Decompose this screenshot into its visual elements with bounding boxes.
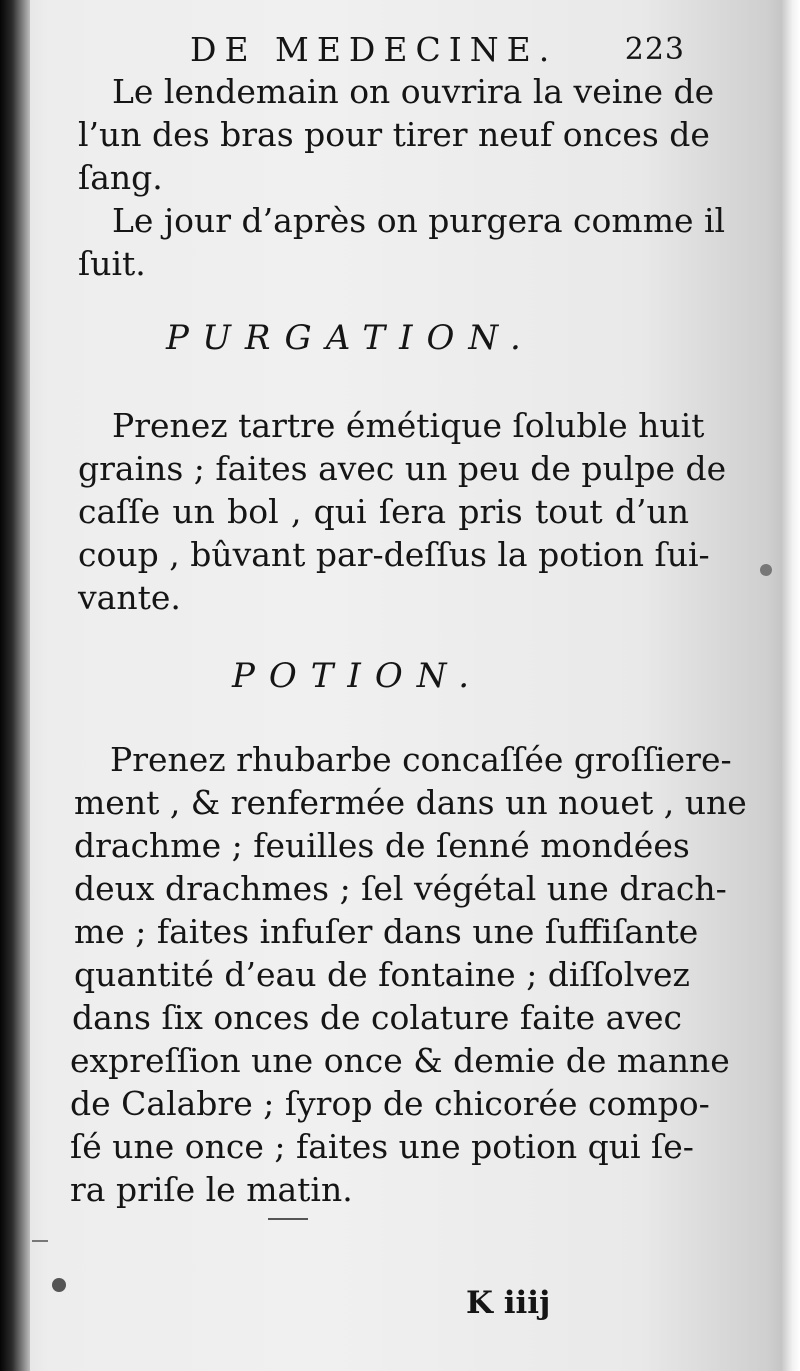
text-line: Prenez tartre émétique ſoluble huit: [112, 406, 705, 445]
text-line: ra priſe le matin.: [70, 1170, 353, 1209]
text-line: quantité d’eau de fontaine ; diſſolvez: [74, 955, 690, 994]
text-line: me ; faites infuſer dans une ſuffiſante: [74, 912, 699, 951]
text-line: de Calabre ; ſyrop de chicorée compo-: [70, 1084, 710, 1123]
text-line: expreſſion une once & demie de manne: [70, 1041, 730, 1080]
text-line: Le lendemain on ouvrira la veine de: [112, 72, 715, 111]
text-line: vante.: [78, 578, 181, 617]
section-title-purgation: PURGATION.: [166, 318, 535, 358]
text-line: Prenez rhubarbe concaſſée groſſiere-: [110, 740, 732, 779]
text-line: ſuit.: [78, 244, 146, 283]
signature-mark: K iiij: [466, 1285, 551, 1321]
print-mark: [268, 1218, 308, 1220]
page-header: [190, 30, 685, 70]
margin-mark: [32, 1240, 48, 1242]
text-line: caſſe un bol , qui ſera pris tout d’un: [78, 492, 689, 531]
text-line: Le jour d’après on purgera comme il: [112, 201, 726, 240]
running-title: DE MEDECINE.: [190, 30, 558, 69]
page-number: 223: [624, 32, 685, 67]
text-line: l’un des bras pour tirer neuf onces de: [78, 115, 710, 154]
text-line: ment , & renfermée dans un nouet , une: [74, 783, 747, 822]
text-line: dans ſix onces de colature faite avec: [72, 998, 682, 1037]
text-line: ſang.: [78, 158, 163, 197]
ink-speck: [760, 564, 772, 576]
text-line: drachme ; feuilles de ſenné mondées: [74, 826, 690, 865]
text-line: deux drachmes ; ſel végétal une drach-: [74, 869, 727, 908]
text-line: coup , bûvant par-deſſus la potion ſui-: [78, 535, 710, 574]
text-line: grains ; faites avec un peu de pulpe de: [78, 449, 727, 488]
text-line: ſé une once ; faites une potion qui ſe-: [70, 1127, 694, 1166]
ink-speck: [52, 1278, 66, 1292]
section-title-potion: POTION.: [232, 656, 484, 696]
